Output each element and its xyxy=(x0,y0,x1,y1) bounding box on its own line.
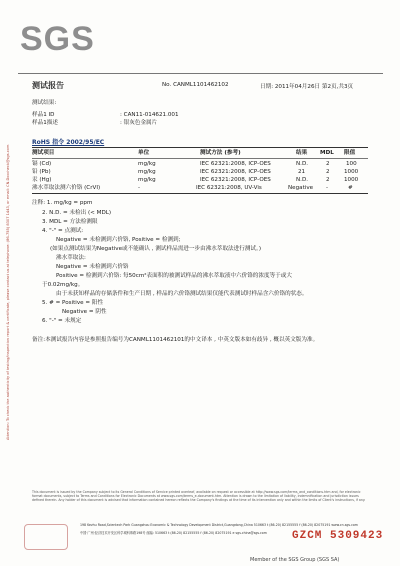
cell-mdl: 2 xyxy=(326,177,330,183)
col-header-unit: 单位 xyxy=(138,150,150,156)
cell-unit: mg/kg xyxy=(138,169,156,175)
cell-item: 镉 (Cd) xyxy=(32,161,52,167)
results-heading: 测试结果: xyxy=(32,100,57,106)
side-note-text: Attention: To check the authenticity of testing/inspection report & certificate, please contact us at telephone: (86-755) 8307 1443, or email: CN.Doccheck@sgs.com xyxy=(6,144,10,440)
note-line: 4. "-" = 点测试: xyxy=(42,228,84,234)
header-divider xyxy=(18,73,383,74)
col-header-method: 测试方法 (参考) xyxy=(200,150,241,156)
cell-mdl: - xyxy=(326,185,329,191)
table-header-rule xyxy=(32,158,368,159)
cell-method: IEC 62321:2008, ICP-OES xyxy=(200,169,271,175)
cell-item: 铅 (Pb) xyxy=(32,169,51,175)
note-line: Positive = 检测到六价铬: 每50cm²表面积的被测试样品的沸水萃取液中六价铬的浓度等于或大 xyxy=(56,273,292,279)
cell-unit: mg/kg xyxy=(138,161,156,167)
cell-method: IEC 62321:2008, ICP-OES xyxy=(200,161,271,167)
rohs-heading: RoHS 指令 2002/95/EC xyxy=(32,139,105,146)
cell-method: IEC 62321:2008, UV-Vis xyxy=(196,185,262,191)
cell-limit: # xyxy=(348,185,353,191)
cell-item: 沸水萃取法测六价铬 (CrVI) xyxy=(32,185,101,191)
note-line: 6. "-" = 未规定 xyxy=(42,318,82,324)
sample-id-label: 样品1 ID xyxy=(32,112,55,118)
cell-item: 汞 (Hg) xyxy=(32,177,52,183)
cell-result: N.D. xyxy=(296,161,309,167)
cell-result: N.D. xyxy=(296,177,309,183)
note-line: 5. # = Positive = 阳性 xyxy=(42,300,104,306)
note-line: Negative = 未检测到六价铬, Positive = 检测到; xyxy=(56,237,181,243)
note-line: 2. N.D. = 未检出 (< MDL) xyxy=(42,210,112,216)
note-line: 注释: 1. mg/kg = ppm xyxy=(32,200,93,206)
table-top-rule xyxy=(32,147,368,148)
col-header-result: 结果 xyxy=(296,150,308,156)
note-line: 3. MDL = 方法检测限 xyxy=(42,219,98,225)
table-bottom-rule xyxy=(32,193,368,194)
note-line: 沸水萃取法: xyxy=(56,255,86,261)
cell-result: Negative xyxy=(288,185,314,191)
note-line: Negative = 阴性 xyxy=(62,309,107,315)
report-date-page: 日期: 2011年04月26日 第2页,共3页 xyxy=(260,84,354,90)
note-line: 于0.02mg/kg。 xyxy=(42,282,84,288)
cell-limit: 1000 xyxy=(344,169,359,175)
cell-mdl: 2 xyxy=(326,161,330,167)
cell-method: IEC 62321:2008, ICP-OES xyxy=(200,177,271,183)
sample-id-value: : CAN11-014621.001 xyxy=(120,112,179,118)
note-line: 由于未获知样品的存储条件和生产日期 , 样品的六价铬测试结果仅能代表测试时样品含六价铬的状态。 xyxy=(56,291,308,297)
remark-text: 备注:本测试报告内容是参照报告编号为CANML1101462101的中文译本 , 中英文版本如有歧异 , 概以英文版为准。 xyxy=(32,337,319,343)
col-header-item: 测试项目 xyxy=(32,150,55,156)
sample-desc-label: 样品1描述 xyxy=(32,120,58,126)
cell-limit: 1000 xyxy=(344,177,359,183)
col-header-limit: 限值 xyxy=(344,150,356,156)
footer-address-cn: 中国·广州·经济技术开发区科学城科珠路198号 邮编: 510663 t (86-20) 82155555 f (86-20) 82075191 e sgs.china@sgs.com xyxy=(80,531,267,535)
serial-number: GZCM 5309423 xyxy=(292,530,384,542)
side-attention-note xyxy=(6,144,14,440)
sample-desc-value: : 银灰色金属片 xyxy=(120,120,158,126)
cell-limit: 100 xyxy=(346,161,357,167)
note-line: Negative = 未检测到六价铬 xyxy=(56,264,129,270)
sgs-logo: SGS xyxy=(20,20,95,58)
terms-fine-print: This document is issued by the Company subject to its General Conditions of Service printed overleaf, available on request or accessible at http://www.sgs.com/terms_and_conditions.htm and, for electronic format documents, subject to Terms and Conditions for Electronic Documents at www.sgs.com/terms_e-document.htm. Attention is drawn to the limitation of liability, indemnification and jurisdiction issues defined therein. Any holder of this document is advised that information contained hereon reflects the Company's findings at the time of its intervention only and within the limits of Client's instructions, if any. xyxy=(32,490,366,503)
footer-address-en: 198 Kezhu Road,Scientech Park Guangzhou Economic & Technology Development District,Guangdong,China 510663 t (86-20) 82155555 f (86-20) 82075191 www.cn.sgs.com xyxy=(80,523,358,527)
report-title: 测试报告 xyxy=(32,81,64,90)
cell-unit: - xyxy=(138,185,141,191)
cell-mdl: 2 xyxy=(326,169,330,175)
col-header-mdl: MDL xyxy=(320,150,334,156)
member-line: Member of the SGS Group (SGS SA) xyxy=(250,557,340,563)
cell-result: 21 xyxy=(298,169,306,175)
company-seal-stamp xyxy=(24,524,68,550)
note-line: (如果点测试结果为Negative或不能确认 , 测试样品需进一步由沸水萃取法进行测试。) xyxy=(50,246,262,252)
cell-unit: mg/kg xyxy=(138,177,156,183)
report-number: No. CANML1101462102 xyxy=(162,82,229,88)
